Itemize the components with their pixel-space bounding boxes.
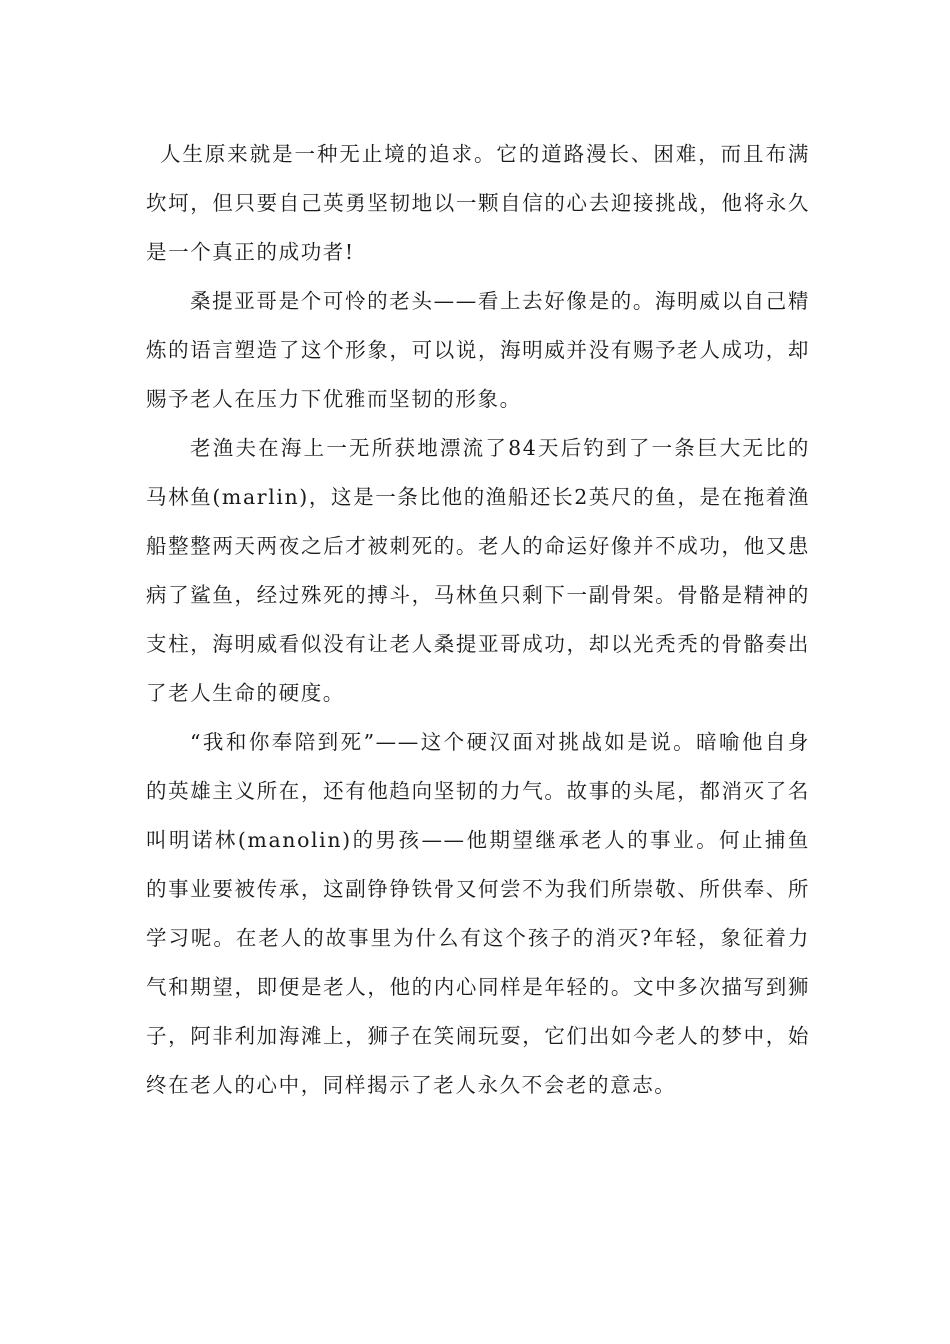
document-body [146,130,810,1110]
paragraph-4: “我和你奉陪到死”——这个硬汉面对挑战如是说。暗喻他自身的英雄主义所在，还有他趋向坚韧的力气。故事的头尾，都消灭了名叫明诺林(manolin)的男孩——他期望继承老人的事业。何止捕鱼的事业要被传承，这副铮铮铁骨又何尝不为我们所崇敬、所供奉、所学习呢。在老人的故事里为什么有这个孩子的消灭?年轻，象征着力气和期望，即便是老人，他的内心同样是年轻的。文中多次描写到狮子，阿非利加海滩上，狮子在笑闹玩耍，它们出如今老人的梦中，始终在老人的心中，同样揭示了老人永久不会老的意志。 [146,730,810,1097]
paragraph-1: 人生原来就是一种无止境的追求。它的道路漫长、困难，而且布满坎坷，但只要自己英勇坚韧地以一颗自信的心去迎接挑战，他将永久是一个真正的成功者! [146,142,810,264]
paragraph-2: 桑提亚哥是个可怜的老头——看上去好像是的。海明威以自己精炼的语言塑造了这个形象，可以说，海明威并没有赐予老人成功，却赐予老人在压力下优雅而坚韧的形象。 [146,289,810,411]
paragraph-3: 老渔夫在海上一无所获地漂流了84天后钓到了一条巨大无比的马林鱼(marlin)，这是一条比他的渔船还长2英尺的鱼，是在拖着渔船整整两天两夜之后才被刺死的。老人的命运好像并不成功，他又患病了鲨鱼，经过殊死的搏斗，马林鱼只剩下一副骨架。骨骼是精神的支柱，海明威看似没有让老人桑提亚哥成功，却以光秃秃的骨骼奏出了老人生命的硬度。 [146,436,810,705]
